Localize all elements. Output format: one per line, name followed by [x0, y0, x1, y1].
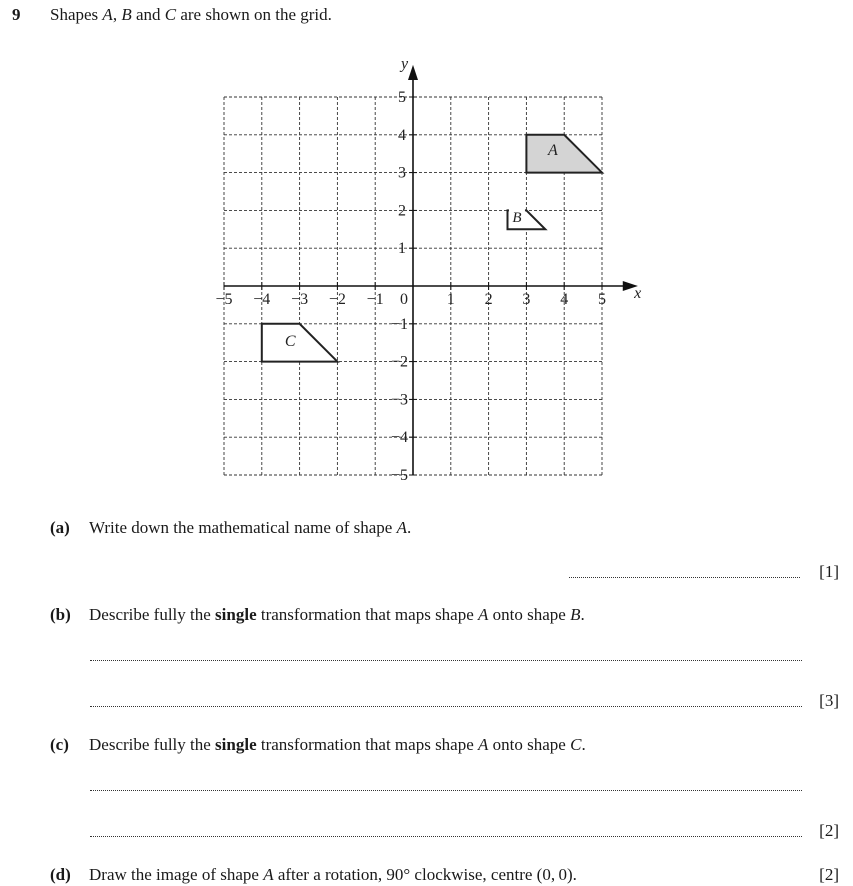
- question-intro: Shapes A, B and C are shown on the grid.: [50, 5, 332, 24]
- x-axis-label: x: [634, 285, 642, 302]
- part-c-marks: [2]: [819, 821, 839, 840]
- x-tick-label: −2: [328, 291, 346, 308]
- x-tick-label: −1: [366, 291, 384, 308]
- y-tick-label: 5: [398, 89, 406, 106]
- x-tick-label: −5: [215, 291, 233, 308]
- shape-c-label: C: [284, 332, 296, 350]
- part-b-marks: [3]: [819, 691, 839, 710]
- part-a-question: (a) Write down the mathematical name of shape A.: [50, 518, 412, 537]
- x-tick-label: 2: [484, 291, 493, 308]
- x-tick-label: 0: [400, 291, 408, 308]
- y-tick-label: 3: [398, 164, 406, 182]
- x-tick-label: 4: [560, 291, 569, 308]
- question-number: 9: [12, 5, 21, 24]
- part-d-question: (d) Draw the image of shape A after a rotation, 90° clockwise, centre (0, 0).: [50, 865, 577, 884]
- part-b-answer-line-2[interactable]: [90, 706, 802, 707]
- y-tick-label: −2: [390, 353, 408, 371]
- tick-labels: [215, 56, 641, 484]
- part-c-answer-line-2[interactable]: [90, 836, 802, 837]
- part-b-question: (b) Describe fully the single transformation that maps shape A onto shape B.: [50, 605, 585, 624]
- y-tick-label: −1: [390, 315, 408, 333]
- x-tick-label: 1: [446, 291, 455, 308]
- y-tick-label: 2: [398, 202, 406, 220]
- y-tick-label: −5: [390, 467, 408, 484]
- shape-a: [526, 135, 602, 173]
- part-c-answer-line-1[interactable]: [90, 790, 802, 791]
- y-axis-label: y: [401, 55, 409, 73]
- part-d-marks: [2]: [819, 865, 839, 884]
- y-tick-label: −3: [390, 391, 408, 409]
- shape-c: [262, 324, 338, 362]
- x-tick-label: −4: [253, 291, 271, 308]
- part-a-label: (a): [50, 518, 70, 537]
- shape-b-label: B: [512, 209, 522, 226]
- x-tick-label: 5: [598, 291, 606, 308]
- part-c-label: (c): [50, 735, 69, 754]
- y-tick-label: 1: [398, 240, 406, 258]
- part-d-label: (d): [50, 865, 71, 884]
- axes: [224, 65, 638, 475]
- shape-a-label: A: [547, 141, 558, 159]
- part-a-answer-line[interactable]: [569, 577, 800, 578]
- part-b-answer-line-1[interactable]: [90, 660, 802, 661]
- y-tick-label: −4: [390, 429, 408, 447]
- part-c-question: (c) Describe fully the single transformation that maps shape A onto shape C.: [50, 735, 586, 754]
- y-axis-arrow: [408, 65, 418, 80]
- part-a-marks: [1]: [819, 562, 839, 581]
- x-tick-label: −3: [291, 291, 309, 308]
- x-tick-label: 3: [522, 291, 531, 308]
- y-tick-label: 4: [398, 126, 406, 144]
- part-b-label: (b): [50, 605, 71, 624]
